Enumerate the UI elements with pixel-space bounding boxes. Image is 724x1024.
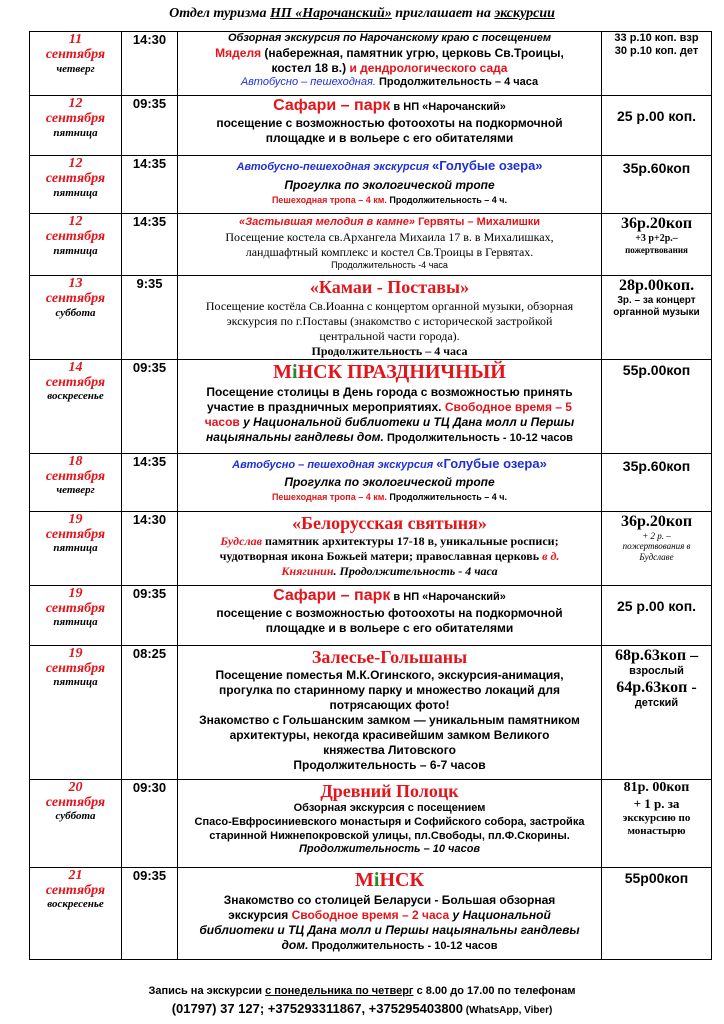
description-line: библиотеки и ТЦ Дана молл и Першы нацыянальны гандлевы — [199, 922, 580, 937]
description-text: в НП «Нарочанский» — [390, 590, 506, 603]
duration-text: Продолжительность – 4 ч. — [386, 194, 508, 205]
date-day: 13 — [68, 276, 83, 291]
price-line: пожертвования — [625, 245, 688, 256]
excursion-name: «Застывшая мелодия в камне» — [238, 216, 416, 228]
duration-text: Продолжительность – 6-7 часов — [293, 758, 486, 772]
date-day: 19 — [68, 585, 83, 601]
duration-text: . Продолжительность - 4 часа — [333, 564, 498, 578]
price-cell — [602, 96, 712, 156]
time-cell: 09:35 — [122, 96, 178, 156]
price-line: органной музыки — [613, 307, 700, 319]
date-day: 21 — [68, 867, 83, 883]
title-part-excursions: экскурсии — [494, 6, 555, 21]
excursion-name-part: НСК — [379, 868, 424, 891]
time-cell: 08:25 — [122, 645, 178, 779]
excursion-name-part: і — [373, 868, 380, 891]
excursion-name: «Голубые озера» — [431, 158, 543, 173]
description-text: участие в праздничных мероприятиях. — [207, 399, 445, 414]
description-cell — [178, 359, 602, 453]
price-line: экскурсию по — [622, 811, 691, 824]
free-time: Свободное время – 5 — [444, 399, 572, 414]
price-cell — [602, 779, 712, 867]
description-line: Посещение столицы в День города с возможностью принять — [206, 384, 573, 399]
excursion-name: Сафари – парк — [273, 586, 391, 604]
date-cell — [30, 511, 122, 585]
date-cell — [30, 96, 122, 156]
date-month: сентября — [45, 526, 106, 542]
description-line: Обзорная экскурсия с посещением — [293, 802, 486, 814]
date-cell — [30, 359, 122, 453]
price-line: пожертвования в — [622, 541, 691, 552]
title-part-department: Отдел туризма — [169, 6, 270, 21]
title-part-park: НП «Нарочанский» — [269, 6, 392, 21]
price-line: 25 р.00 коп. — [616, 597, 697, 614]
table-row — [30, 511, 712, 585]
description-text: костел 18 в.) — [271, 60, 347, 75]
place-highlight: в д. — [542, 549, 560, 563]
excursion-route: Гервяты – Михалишки — [415, 216, 541, 228]
description-cell — [178, 453, 602, 511]
duration-text: Продолжительность – 4 часа — [311, 343, 468, 358]
date-month: сентября — [45, 229, 106, 245]
description-line: потрясающих фото! — [329, 698, 450, 712]
date-day: 19 — [68, 645, 83, 661]
time-cell: 14:30 — [122, 511, 178, 585]
date-cell — [30, 276, 122, 360]
description-text: памятник архитектуры 17-18 в, уникальные росписи; — [261, 534, 559, 548]
date-day: 12 — [68, 156, 83, 171]
description-cell — [178, 645, 602, 779]
date-day: 11 — [68, 32, 83, 47]
date-month: сентября — [45, 794, 106, 810]
trail-length: Пешеходная тропа – 4 км. — [271, 492, 387, 503]
page-title — [0, 6, 724, 22]
description-line: Прогулка по экологической тропе — [284, 475, 495, 490]
table-row — [30, 359, 712, 453]
table-row — [30, 645, 712, 779]
excursion-name: «Голубые озера» — [436, 455, 547, 471]
price-cell — [602, 156, 712, 214]
date-weekday: четверг — [56, 484, 95, 497]
date-weekday: пятница — [53, 126, 98, 139]
date-weekday: воскресенье — [47, 898, 104, 911]
price-line: Будславе — [639, 552, 674, 563]
description-line: Знакомство с Гольшанским замком — уникальным памятником — [199, 713, 580, 727]
date-day: 19 — [68, 511, 83, 527]
description-text: Автобусно-пешеходная экскурсия — [236, 161, 432, 173]
description-highlight: Мяделя — [215, 45, 262, 60]
duration-text: Продолжительность – 10 часов — [298, 843, 481, 856]
description-cell — [178, 779, 602, 867]
time-cell: 14:35 — [122, 214, 178, 276]
description-line: посещение с возможностью фотоохоты на подкормочной — [216, 605, 563, 620]
description-line: Спасо-Евфросиниевского монастыря и Софийского собора, застройка — [194, 815, 585, 828]
booking-text: Запись на экскурсии — [148, 985, 266, 997]
price-line: 36р.20коп — [620, 512, 693, 530]
duration-text: Продолжительность -4 часа — [331, 259, 448, 270]
date-day: 12 — [68, 96, 83, 111]
trail-length: Пешеходная тропа – 4 км. — [271, 194, 387, 205]
time-cell: 09:35 — [122, 585, 178, 645]
description-line: Посещение костёла Св.Иоанна с концертом органной музыки, обзорная — [205, 298, 574, 313]
description-text: Автобусно – пешеходная экскурсия — [232, 458, 437, 471]
table-row — [30, 156, 712, 214]
date-weekday: суббота — [55, 810, 96, 823]
description-line: ландшафтный комплекс и костел Св.Троицы в Гервятах. — [245, 244, 534, 259]
price-line: 68р.63коп – — [614, 646, 699, 664]
place-highlight: Будслав — [220, 534, 262, 548]
price-line: 81р. 00коп — [623, 779, 690, 795]
description-text: дом. — [281, 937, 309, 952]
description-text: у Национальной — [449, 907, 551, 922]
description-line: площадке и в вольере с его обитателями — [265, 131, 514, 145]
price-line: 28р.00коп. — [618, 277, 695, 294]
date-month: сентября — [45, 468, 106, 484]
date-month: сентября — [45, 600, 106, 616]
description-highlight: и дендрологического сада — [346, 60, 508, 75]
excursion-name-part: і — [292, 360, 298, 383]
date-month: сентября — [45, 882, 106, 898]
price-line: 64р.63коп - — [616, 678, 697, 696]
description-cell — [178, 585, 602, 645]
table-row — [30, 453, 712, 511]
date-day: 18 — [68, 453, 83, 469]
date-cell — [30, 867, 122, 959]
time-cell: 09:30 — [122, 779, 178, 867]
price-line: 3р. – за концерт — [617, 295, 696, 307]
date-weekday: пятница — [53, 616, 98, 629]
description-line: Прогулка по экологической тропе — [284, 177, 495, 192]
description-line: Посещение поместья М.К.Огинского, экскурсия-анимация, — [215, 668, 564, 682]
price-cell — [602, 585, 712, 645]
messenger-note: (WhatsApp, Viber) — [463, 1005, 553, 1016]
date-day: 12 — [68, 214, 83, 229]
free-time: часов — [204, 414, 240, 429]
price-cell — [602, 511, 712, 585]
description-cell — [178, 511, 602, 585]
description-line: княжества Литовского — [323, 743, 456, 757]
price-cell — [602, 32, 712, 96]
description-cell — [178, 276, 602, 360]
description-text: экскурсия — [228, 907, 292, 922]
date-cell — [30, 645, 122, 779]
description-line: Знакомство со столицей Беларуси - Большая обзорная — [223, 892, 556, 907]
date-weekday: пятница — [53, 186, 98, 199]
price-line: 36р.20коп — [620, 215, 693, 232]
excursion-name: «Камаи - Поставы» — [309, 277, 470, 297]
date-month: сентября — [45, 47, 106, 63]
date-weekday: пятница — [53, 542, 98, 555]
price-cell — [602, 359, 712, 453]
date-cell — [30, 156, 122, 214]
price-line: 33 р.10 коп. взр — [614, 32, 699, 44]
booking-hours: с 8.00 до 17.00 по телефонам — [413, 985, 576, 997]
booking-days: с понедельника по четверг — [265, 985, 414, 997]
excursion-schedule-table — [29, 31, 712, 960]
price-line: детский — [634, 697, 679, 710]
date-weekday: суббота — [55, 306, 96, 319]
date-day: 20 — [68, 779, 83, 795]
place-highlight: Княгинин — [281, 564, 334, 578]
date-weekday: пятница — [53, 676, 98, 689]
description-line: старинной Нижнепокровской улицы, пл.Свободы, пл.Ф.Скорины. — [209, 829, 570, 842]
date-cell — [30, 779, 122, 867]
excursion-name-part: М — [355, 868, 374, 891]
excursion-name: Древний Полоцк — [320, 780, 459, 801]
date-month: сентября — [45, 111, 106, 127]
price-line: взрослый — [629, 664, 684, 677]
description-line: центральной части города). — [319, 328, 460, 343]
price-cell — [602, 453, 712, 511]
date-weekday: пятница — [53, 244, 98, 257]
time-cell: 14:35 — [122, 453, 178, 511]
description-cell — [178, 156, 602, 214]
price-line: 55р00коп — [624, 869, 689, 886]
price-line: 25 р.00 коп. — [616, 108, 697, 124]
description-line: архитектуры, некогда красивейшим замком Великого — [229, 728, 550, 742]
table-row — [30, 276, 712, 360]
booking-info — [0, 985, 724, 997]
time-cell: 14:35 — [122, 156, 178, 214]
description-text: у Национальной библиотеки и ТЦ Дана молл и Першы — [239, 414, 575, 429]
price-line: + 2 р. – — [642, 530, 671, 541]
price-cell — [602, 214, 712, 276]
date-cell — [30, 214, 122, 276]
description-cell — [178, 96, 602, 156]
description-cell — [178, 32, 602, 96]
description-text: нацыянальны гандлевы дом. — [206, 429, 384, 444]
price-line: 55р.00коп — [622, 361, 691, 378]
price-line: монастырю — [627, 825, 686, 838]
price-line: 35р.60коп — [622, 457, 691, 474]
price-cell — [602, 867, 712, 959]
description-line: Посещение костела св.Архангела Михаила 17 в. в Михалишках, — [225, 229, 554, 244]
excursion-name-part: НСК ПРАЗДНИЧНЫЙ — [297, 360, 506, 383]
duration-text: Продолжительность – 4 часа — [375, 75, 539, 88]
excursion-name: Сафари – парк — [273, 97, 391, 114]
price-line: +3 р+2р.– — [635, 233, 678, 245]
duration-text: Продолжительность - 10-12 часов — [383, 431, 573, 444]
date-day: 14 — [68, 359, 83, 375]
contact-phones — [0, 1001, 724, 1016]
duration-text: Продолжительность – 4 ч. — [386, 492, 508, 503]
table-row — [30, 32, 712, 96]
phone-numbers: (01797) 37 127; +375293311867, +375295403800 — [171, 1001, 464, 1016]
excursion-name: Залесье-Гольшаны — [311, 646, 468, 667]
description-cell — [178, 214, 602, 276]
price-cell — [602, 276, 712, 360]
transport-type: Автобусно – пешеходная. — [240, 75, 376, 88]
description-line: посещение с возможностью фотоохоты на подкормочной — [216, 116, 563, 130]
price-line: + 1 р. за — [633, 796, 680, 812]
description-line: Обзорная экскурсия по Нарочанскому краю с посещением — [227, 32, 552, 44]
date-cell — [30, 453, 122, 511]
price-line: 30 р.10 коп. дет — [614, 45, 699, 58]
description-text: в НП «Нарочанский» — [390, 101, 506, 113]
excursion-name: «Белорусская святыня» — [292, 512, 487, 533]
date-weekday: воскресенье — [47, 390, 104, 403]
table-row — [30, 214, 712, 276]
excursion-name-part: М — [273, 360, 292, 383]
table-row — [30, 96, 712, 156]
description-text: чудотворная икона Божьей матери; православная церковь — [219, 549, 543, 563]
table-row — [30, 867, 712, 959]
duration-text: Продолжительность - 10-12 часов — [308, 939, 498, 952]
date-month: сентября — [45, 374, 106, 390]
date-weekday: четверг — [56, 62, 95, 75]
description-line: площадке и в вольере с его обитателями — [265, 620, 514, 635]
title-part-invites: приглашает на — [391, 6, 495, 21]
time-cell: 09:35 — [122, 359, 178, 453]
price-cell — [602, 645, 712, 779]
table-row — [30, 585, 712, 645]
description-line: прогулка по старинному парку и множество локаций для — [218, 683, 561, 697]
time-cell: 14:30 — [122, 32, 178, 96]
date-month: сентября — [45, 171, 106, 187]
date-cell — [30, 585, 122, 645]
table-row — [30, 779, 712, 867]
time-cell: 09:35 — [122, 867, 178, 959]
description-cell — [178, 867, 602, 959]
date-month: сентября — [45, 660, 106, 676]
time-cell: 9:35 — [122, 276, 178, 360]
date-month: сентября — [45, 291, 106, 307]
date-cell — [30, 32, 122, 96]
description-text: (набережная, памятник угрю, церковь Св.Троицы, — [261, 45, 564, 60]
description-line: экскурсия по г.Поставы (знакомство с исторической застройкой — [226, 313, 553, 328]
free-time: Свободное время – 2 часа — [291, 907, 450, 922]
price-line: 35р.60коп — [622, 160, 691, 176]
